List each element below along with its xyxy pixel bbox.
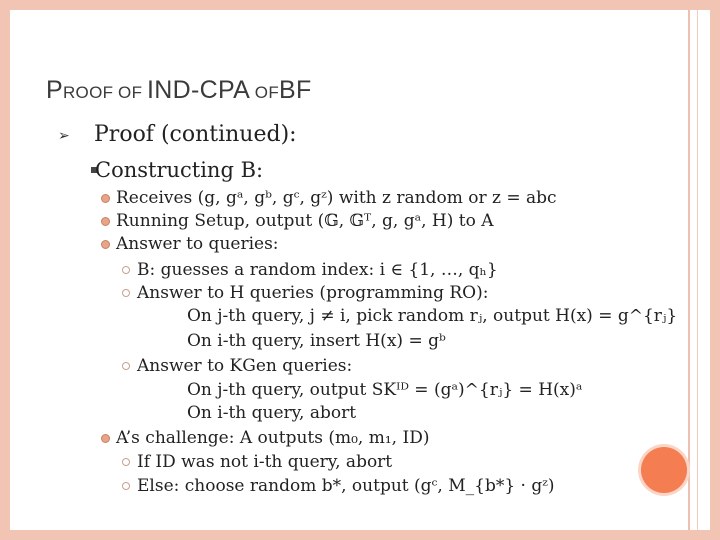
bullet-text: Constructing B: [95,158,264,182]
title-part: OF [254,83,280,102]
list-item-text: Running Setup, output (𝔾, 𝔾ᵀ, g, gᵃ, H) to A [116,211,494,231]
accent-circle [641,447,687,493]
list-item-text: Answer to queries: [116,234,279,254]
slide-title [46,76,312,105]
list-item-text: B: guesses a random index: i ∈ {1, …, qₕ} [137,260,498,280]
list-item-text: If ID was not i-th query, abort [137,452,393,472]
title-part: OF [118,83,143,102]
list-item-text: A’s challenge: A outputs (m₀, m₁, ID) [116,428,430,448]
list-item-text: Receives (g, gᵃ, gᵇ, gᶜ, gᶻ) with z random or z = abc [116,188,557,208]
title-part: ROOF [62,83,114,102]
decorative-rule [688,10,690,530]
filled-bullet-icon [101,434,110,443]
bullet-text: Proof (continued): [94,122,297,147]
filled-bullet-icon [101,240,110,249]
list-item-text: Answer to H queries (programming RO): [137,283,489,303]
list-item-text: On i-th query, insert H(x) = gᵇ [187,331,446,351]
arrow-bullet-icon: ➢ [58,128,70,144]
list-item-text: On i-th query, abort [187,403,357,423]
list-item-text: Answer to KGen queries: [137,356,353,376]
open-bullet-icon [122,289,130,297]
list-item-text: On j-th query, j ≠ i, pick random rⱼ, output H(x) = g^{rⱼ} [187,306,678,326]
open-bullet-icon [122,482,130,490]
decorative-rule [697,10,698,530]
list-item-text: On j-th query, output SKᴵᴰ = (gᵃ)^{rⱼ} = H(x)ᵃ [187,380,583,400]
filled-bullet-icon [101,217,110,226]
title-part: IND-CPA [147,76,251,104]
title-part: P [46,76,63,104]
title-part: BF [279,76,312,104]
open-bullet-icon [122,266,130,274]
filled-bullet-icon [101,194,110,203]
open-bullet-icon [122,458,130,466]
open-bullet-icon [122,362,130,370]
list-item-text: Else: choose random b*, output (gᶜ, M_{b*} · gᶻ) [137,476,555,496]
